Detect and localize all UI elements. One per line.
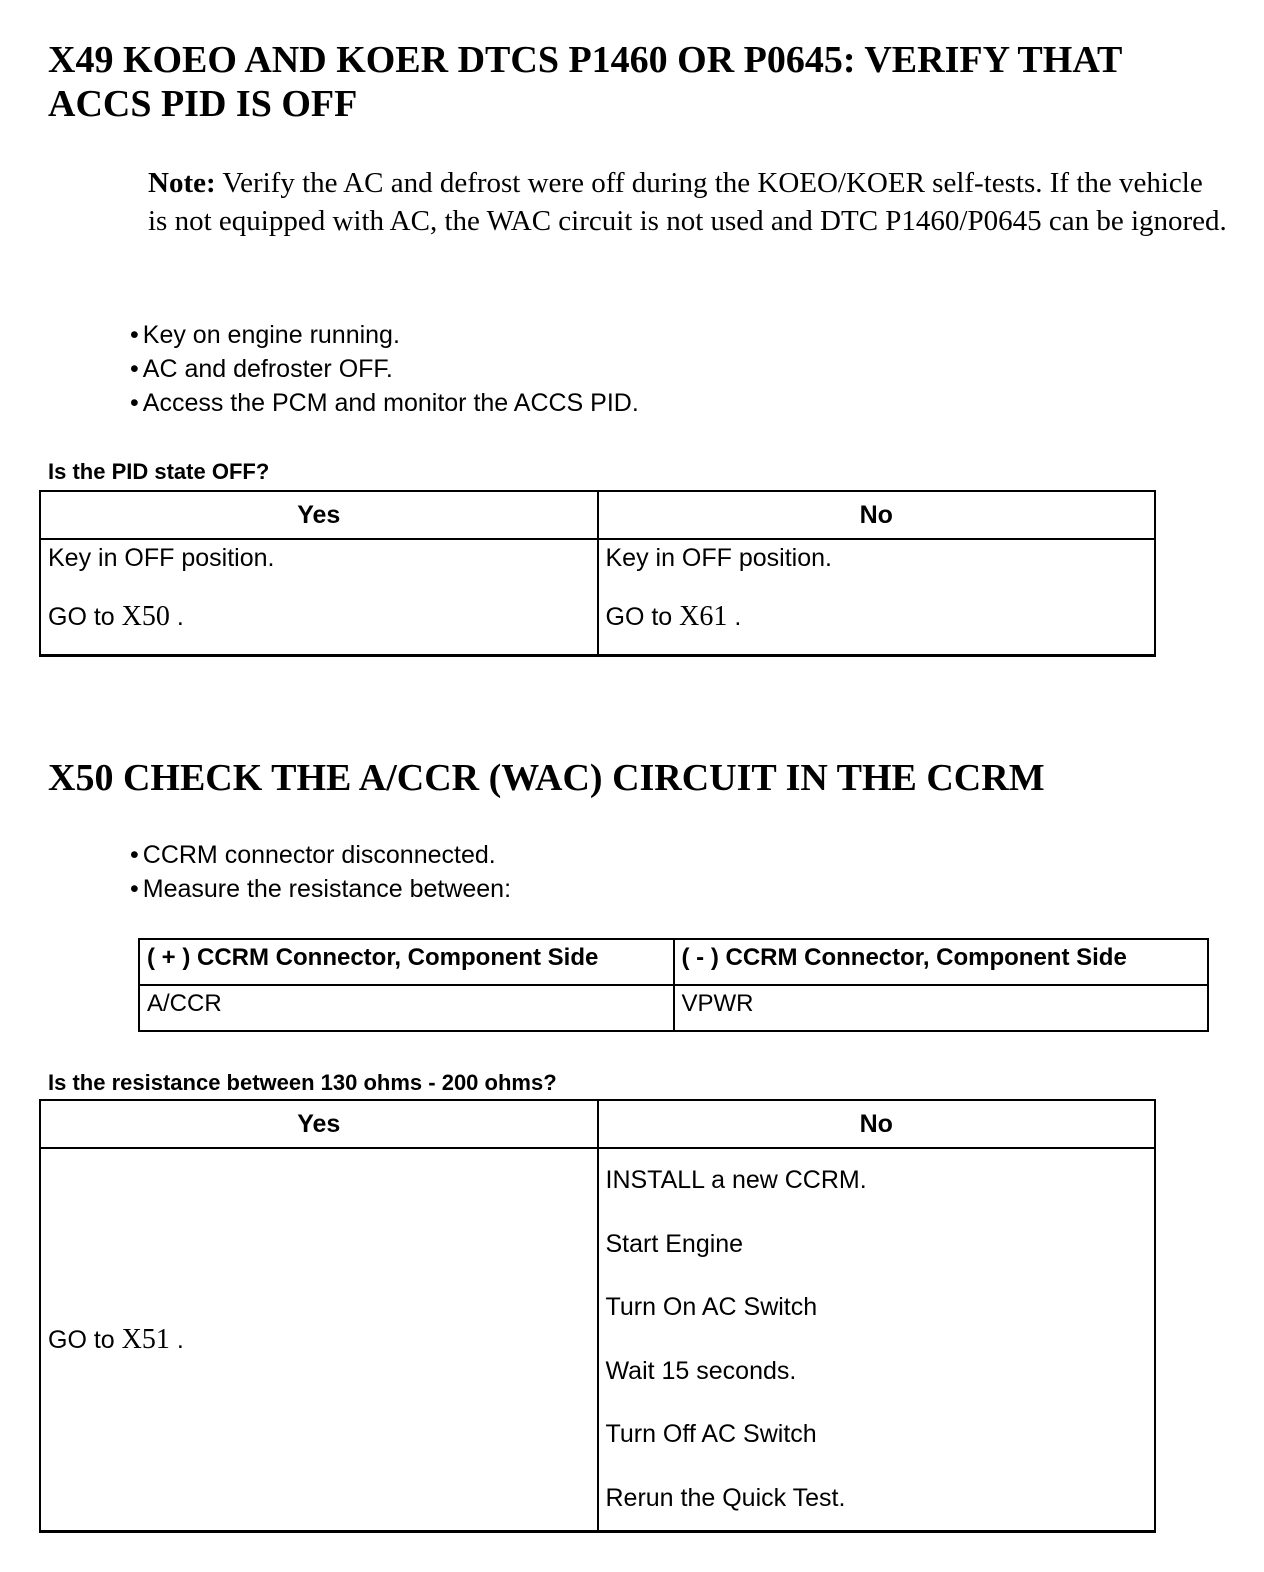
- no-header: No: [598, 1100, 1156, 1148]
- link-x61[interactable]: X61: [679, 601, 728, 632]
- link-x50[interactable]: X50: [121, 601, 170, 632]
- title-line: ACCS PID IS OFF: [48, 83, 358, 125]
- section-x49-title: [48, 38, 1122, 126]
- go-text: GO to: [48, 603, 122, 631]
- decision-table-x49: [39, 490, 1156, 657]
- title-line: X49 KOEO AND KOER DTCS P1460 OR P0645: VERIFY THAT: [48, 39, 1123, 81]
- step-line: Turn Off AC Switch: [605, 1420, 817, 1448]
- yes-header: Yes: [40, 1100, 598, 1148]
- punct: .: [727, 603, 742, 631]
- no-cell: [598, 539, 1156, 656]
- positive-header: ( + ) CCRM Connector, Component Side: [139, 939, 674, 985]
- cell-text: Key in OFF position.: [605, 544, 832, 572]
- step-line: INSTALL a new CCRM.: [605, 1166, 867, 1194]
- yes-cell: [40, 539, 598, 656]
- punct: .: [169, 603, 184, 631]
- punct: .: [169, 1325, 184, 1354]
- positive-pin: A/CCR: [139, 985, 674, 1031]
- note-label: Note:: [148, 167, 216, 199]
- question: Is the PID state OFF?: [48, 459, 270, 484]
- link-x51[interactable]: X51: [121, 1323, 170, 1355]
- go-text: GO to: [48, 1325, 122, 1354]
- list-item: • Key on engine running.: [130, 318, 639, 352]
- step-line: Start Engine: [605, 1229, 744, 1258]
- yes-header: Yes: [40, 491, 598, 539]
- cell-text: Key in OFF position.: [48, 544, 275, 572]
- step-line: Wait 15 seconds.: [605, 1356, 797, 1385]
- step-line: Rerun the Quick Test.: [605, 1483, 846, 1512]
- negative-pin: VPWR: [674, 985, 1209, 1031]
- note-text: Verify the AC and defrost were off during the KOEO/KOER self-tests. If the vehicle is not equipped with AC, the WAC circuit is not used and DTC P1460/P0645 can be ignored.: [148, 167, 1227, 237]
- section-x50-title: X50 CHECK THE A/CCR (WAC) CIRCUIT IN THE CCRM: [48, 757, 1045, 799]
- decision-table-x50: [39, 1099, 1156, 1533]
- negative-header: ( - ) CCRM Connector, Component Side: [674, 939, 1209, 985]
- measurement-table: [138, 938, 1209, 1032]
- list-item: • Measure the resistance between:: [130, 872, 511, 906]
- list-item: • Access the PCM and monitor the ACCS PID.: [130, 386, 639, 420]
- list-item: • CCRM connector disconnected.: [130, 838, 511, 872]
- note: [148, 164, 1228, 240]
- no-cell: [598, 1148, 1156, 1532]
- question: Is the resistance between 130 ohms - 200 ohms?: [48, 1070, 557, 1095]
- step-list: [130, 318, 639, 420]
- go-text: GO to: [605, 603, 680, 631]
- no-header: No: [598, 491, 1156, 539]
- step-line: Turn On AC Switch: [605, 1293, 818, 1321]
- list-item: • AC and defroster OFF.: [130, 352, 639, 386]
- step-list: [130, 838, 511, 906]
- yes-cell: [40, 1148, 598, 1532]
